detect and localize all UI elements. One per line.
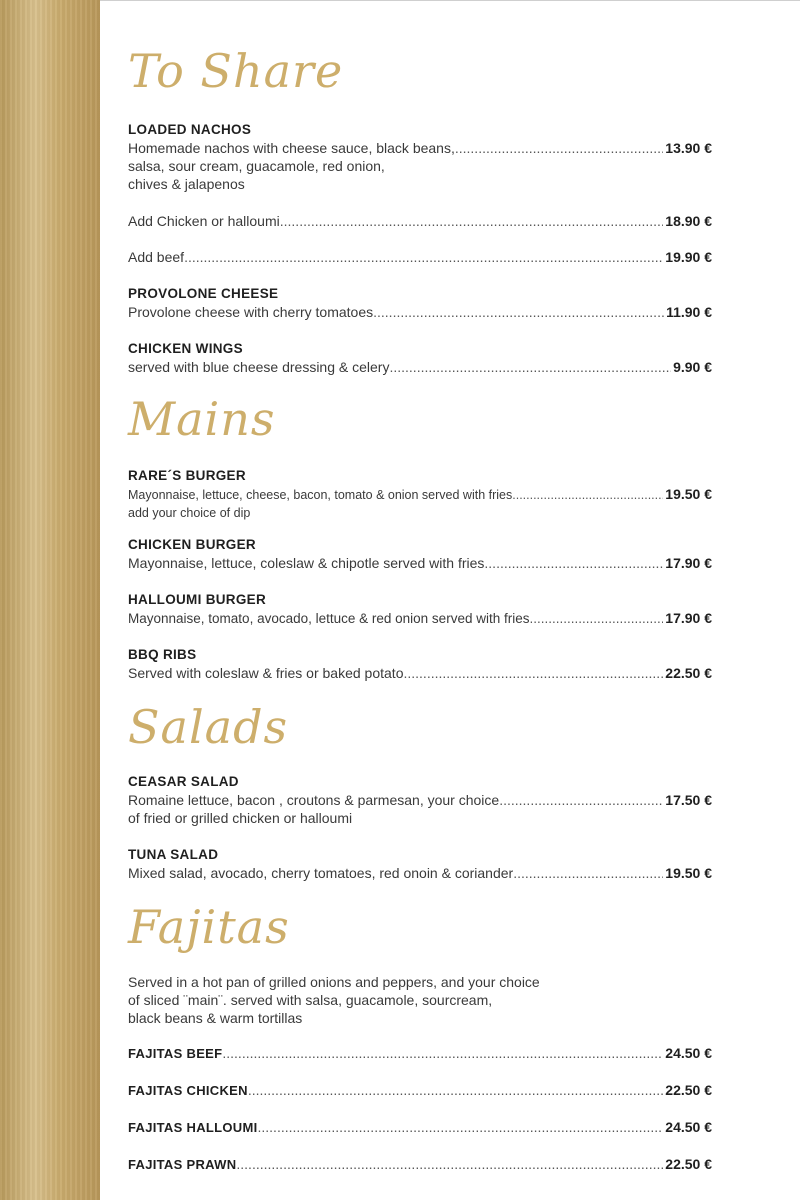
item-name: CHICKEN BURGER xyxy=(128,537,256,552)
item-row xyxy=(128,791,712,809)
section-title-mains: Mains xyxy=(128,392,276,446)
item-description: served with blue cheese dressing & celery xyxy=(128,359,390,375)
intro-line: Served in a hot pan of grilled onions and peppers, and your choice xyxy=(128,974,540,990)
dot-leader xyxy=(184,248,663,266)
item-description: Romaine lettuce, bacon , croutons & parmesan, your choice xyxy=(128,792,500,808)
dot-leader xyxy=(455,139,663,157)
menu-content xyxy=(128,0,712,1200)
item-price: 19.50 € xyxy=(665,865,712,881)
menu-item-fajitas-halloumi xyxy=(128,1118,712,1137)
item-name: PROVOLONE CHEESE xyxy=(128,286,279,301)
item-row xyxy=(128,609,712,628)
item-price: 9.90 € xyxy=(673,359,712,375)
menu-item-loaded-nachos xyxy=(128,121,712,193)
dot-leader xyxy=(258,1118,664,1136)
dot-leader xyxy=(403,664,663,682)
item-name: FAJITAS PRAWN xyxy=(128,1157,237,1172)
item-description: Homemade nachos with cheese sauce, black beans, xyxy=(128,140,455,156)
item-price: 19.50 € xyxy=(665,486,712,502)
item-name: RARE´S BURGER xyxy=(128,468,246,483)
item-row xyxy=(128,554,712,572)
menu-item-add-beef xyxy=(128,248,712,266)
menu-item-chicken-burger xyxy=(128,536,712,572)
item-row xyxy=(128,864,712,882)
intro-line: black beans & warm tortillas xyxy=(128,1010,303,1026)
item-extra-line: chives & jalapenos xyxy=(128,176,245,192)
item-name: LOADED NACHOS xyxy=(128,122,252,137)
item-row xyxy=(128,485,712,504)
dot-leader xyxy=(512,486,663,504)
menu-item-halloumi-burger xyxy=(128,591,712,628)
item-price: 13.90 € xyxy=(665,140,712,156)
item-description: Mayonnaise, lettuce, cheese, bacon, tomato & onion served with fries xyxy=(128,488,513,502)
item-description: Mayonnaise, lettuce, coleslaw & chipotle served with fries xyxy=(128,555,485,571)
item-row xyxy=(128,1118,712,1137)
dot-leader xyxy=(280,212,664,230)
item-name: FAJITAS HALLOUMI xyxy=(128,1120,258,1135)
menu-item-bbq-ribs xyxy=(128,646,712,682)
item-name: FAJITAS BEEF xyxy=(128,1046,223,1061)
item-row xyxy=(128,1155,712,1174)
intro-line: of sliced ¨main¨. served with salsa, guacamole, sourcream, xyxy=(128,992,493,1008)
item-extra-line: add your choice of dip xyxy=(128,506,251,520)
item-price: 17.90 € xyxy=(665,610,712,626)
item-row xyxy=(128,303,712,321)
item-price: 17.90 € xyxy=(665,555,712,571)
item-name: BBQ RIBS xyxy=(128,647,197,662)
dot-leader xyxy=(222,1044,663,1062)
item-price: 17.50 € xyxy=(665,792,712,808)
item-name: FAJITAS CHICKEN xyxy=(128,1083,248,1098)
item-description: Add Chicken or halloumi xyxy=(128,213,280,229)
item-row xyxy=(128,358,712,376)
dot-leader xyxy=(484,554,663,572)
item-price: 11.90 € xyxy=(666,304,712,320)
menu-item-add-chicken-halloumi xyxy=(128,212,712,230)
dot-leader xyxy=(499,791,663,809)
item-price: 18.90 € xyxy=(665,213,712,229)
section-title-to-share: To Share xyxy=(128,44,344,98)
menu-item-fajitas-chicken xyxy=(128,1081,712,1100)
item-extra-line: salsa, sour cream, guacamole, red onion, xyxy=(128,158,385,174)
item-extra-line: of fried or grilled chicken or halloumi xyxy=(128,810,353,826)
item-description: Served with coleslaw & fries or baked potato xyxy=(128,665,404,681)
item-price: 22.50 € xyxy=(665,1082,712,1098)
menu-item-provolone-cheese xyxy=(128,285,712,321)
menu-item-chicken-wings xyxy=(128,340,712,376)
menu-item-ceasar-salad xyxy=(128,773,712,827)
item-price: 22.50 € xyxy=(665,665,712,681)
item-name: HALLOUMI BURGER xyxy=(128,592,266,607)
item-row xyxy=(128,248,712,266)
dot-leader xyxy=(389,358,671,376)
item-description: Add beef xyxy=(128,249,185,265)
section-title-salads: Salads xyxy=(128,700,289,754)
dot-leader xyxy=(529,610,663,628)
item-row xyxy=(128,139,712,157)
dot-leader xyxy=(248,1081,663,1099)
item-name: TUNA SALAD xyxy=(128,847,219,862)
item-price: 24.50 € xyxy=(665,1119,712,1135)
item-price: 24.50 € xyxy=(665,1045,712,1061)
section-title-fajitas: Fajitas xyxy=(128,900,290,954)
menu-item-rares-burger xyxy=(128,467,712,522)
item-description: Mayonnaise, tomato, avocado, lettuce & red onion served with fries xyxy=(128,611,530,626)
item-row xyxy=(128,1081,712,1100)
item-description: Provolone cheese with cherry tomatoes xyxy=(128,304,374,320)
menu-item-fajitas-beef xyxy=(128,1044,712,1063)
item-name: CHICKEN WINGS xyxy=(128,341,243,356)
item-row xyxy=(128,212,712,230)
fajitas-intro xyxy=(128,973,648,1027)
dot-leader xyxy=(373,303,664,321)
menu-item-tuna-salad xyxy=(128,846,712,882)
dot-leader xyxy=(236,1155,663,1173)
item-description: Mixed salad, avocado, cherry tomatoes, red onoin & coriander xyxy=(128,865,514,881)
menu-item-fajitas-prawn xyxy=(128,1155,712,1174)
dot-leader xyxy=(513,864,663,882)
item-name: CEASAR SALAD xyxy=(128,774,239,789)
item-price: 22.50 € xyxy=(665,1156,712,1172)
item-row xyxy=(128,1044,712,1063)
item-row xyxy=(128,664,712,682)
gold-side-bar xyxy=(0,0,100,1200)
item-price: 19.90 € xyxy=(665,249,712,265)
